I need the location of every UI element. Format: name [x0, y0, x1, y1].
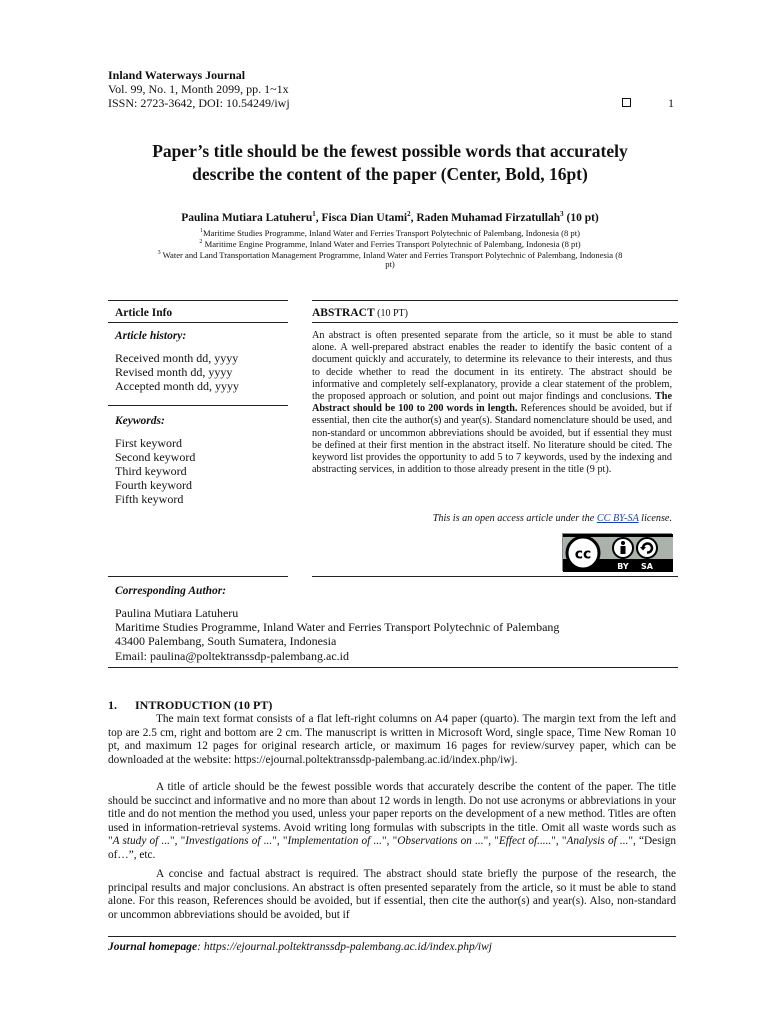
footer-label: Journal homepage: [108, 941, 198, 953]
corr-email[interactable]: Email: paulina@poltektranssdp-palembang.ac.id: [115, 649, 349, 663]
page-number: 1: [668, 96, 674, 110]
footer-url[interactable]: https://ejournal.poltektranssdp-palembang.ac.id/index.php/iwj: [203, 941, 492, 953]
badge-by-text: BY: [617, 562, 629, 571]
square-icon: [622, 98, 631, 107]
author-1: Paulina Mutiara Latuheru: [181, 211, 313, 224]
author-3: Raden Muhamad Firzatullah: [416, 211, 561, 224]
p2-italic-1: A study of ...: [112, 835, 170, 848]
corr-address: 43400 Palembang, South Sumatera, Indonesia: [115, 634, 337, 648]
corr-dept: Maritime Studies Programme, Inland Water and Ferries Transport Polytechnic of Palembang: [115, 620, 560, 634]
p2-italic-3: Implementation of ...: [287, 835, 382, 848]
p2-italic-4: Observations on ...: [397, 835, 484, 848]
article-info-heading: Article Info: [115, 307, 173, 319]
author-size-note: (10 pt): [563, 211, 599, 224]
p2-sep-4: ", ": [483, 835, 499, 848]
p2-sep-2: ", ": [272, 835, 288, 848]
abstract-text-1: An abstract is often presented separate from the article, so it must be able to stand alone. A well-prepared abstract enables the reader to identify the basic content of a document quickly and accurately, to determine its relevance to their interests, and thus to decide whether to read the document in its entirety. The abstract should be informative and completely self-explanatory, provide a clear statement of the problem, the proposed approach or solution, and point out major findings and conclusions.: [312, 330, 672, 403]
abstract-body: [312, 330, 672, 476]
aff-2-text: Maritime Engine Programme, Inland Water and Ferries Transport Polytechnic of Palembang, Indonesia (8 pt): [202, 238, 581, 249]
keyword-3: Third keyword: [115, 464, 187, 478]
intro-paragraph-2: [108, 781, 676, 863]
p2-sep-1: ", ": [169, 835, 186, 848]
svg-text:cc: cc: [574, 546, 592, 563]
abstract-bottom-rule: [312, 576, 678, 577]
journal-name: Inland Waterways Journal: [108, 68, 246, 82]
intro-paragraph-1: The main text format consists of a flat left-right columns on A4 paper (quarto). The margin text from the left and top are 2.5 cm, right and bottom are 2 cm. The manuscript is written in Microsoft Word, single space, Time New Roman 10 pt, and maximum 12 pages for original research article, or maximum 16 pages for review/survey paper, which can be downloaded at the website: https://ejournal.poltektranssdp-palembang.ac.id/index.php/iwj.: [108, 713, 676, 766]
paper-title: [100, 140, 680, 186]
article-history-heading: Article history:: [115, 330, 187, 342]
corr-name: Paulina Mutiara Latuheru: [115, 606, 239, 620]
license-suffix: license.: [638, 513, 672, 524]
abstract-head-rule: [312, 322, 678, 323]
abstract-heading-text: ABSTRACT: [312, 307, 375, 319]
abstract-heading: [312, 307, 408, 319]
info-head-rule: [108, 322, 288, 323]
cc-by-sa-link[interactable]: CC BY-SA: [596, 513, 639, 524]
aff-1-text: Maritime Studies Programme, Inland Water and Ferries Transport Polytechnic of Palembang, Indonesia (8 pt): [203, 227, 580, 238]
abstract-top-rule: [312, 300, 678, 301]
abstract-text-2: References should be avoided, but if essential, then cite the author(s) and year(s). Standard nomenclature should be used, and non-standard or uncommon abbreviations should be avoided, but if essential they must be defined at their first mention in the abstract itself. No literature should be cited. The keyword list provides the opportunity to add 5 to 7 keywords, used by the indexing and abstracting services, in addition to those already present in the title (9 pt).: [312, 403, 672, 476]
p2-text-end: ", “Design of…”, etc.: [108, 835, 677, 861]
received-date: Received month dd, yyyy: [115, 351, 239, 365]
license-prefix: This is an open access article under the: [432, 513, 597, 524]
aff-3-sup: 3: [157, 250, 161, 256]
volume-line: Vol. 99, No. 1, Month 2099, pp. 1~1x: [108, 82, 289, 96]
footer-sep: :: [197, 941, 204, 953]
journal-homepage-footer: [108, 941, 492, 953]
p2-text-a: A title of article should be the fewest possible words that accurately describe the content of the paper. The title should be succinct and informative and no more than about 12 words in length. Do not use acronyms or abbreviations in your title and do not mention the method you used, unless your paper reports on the development of a new method. Titles are often used in information-retrieval systems. Avoid writing long formulas with subscripts in the title. Omit all waste words such as ": [108, 781, 676, 848]
author-sep-1: ,: [315, 211, 322, 224]
author-1-sup: 1: [312, 210, 316, 218]
license-line: [312, 513, 672, 524]
p2-italic-6: Analysis of ...: [566, 835, 629, 848]
keyword-1: First keyword: [115, 436, 182, 450]
footer-rule: [108, 936, 676, 937]
corresponding-rule: [108, 667, 678, 668]
p2-sep-3: ", ": [381, 835, 398, 848]
keywords-heading: Keywords:: [115, 415, 165, 427]
author-sep-2: ,: [410, 211, 417, 224]
author-list: [100, 210, 680, 224]
keyword-2: Second keyword: [115, 450, 196, 464]
author-2: Fisca Dian Utami: [321, 211, 408, 224]
cc-by-sa-badge[interactable]: [562, 533, 672, 571]
cc-badge-icon: [563, 534, 673, 572]
author-3-sup: 3: [560, 210, 564, 218]
history-rule: [108, 405, 288, 406]
affiliation-3-cont: pt): [385, 259, 395, 269]
revised-date: Revised month dd, yyyy: [115, 365, 233, 379]
abstract-text-bold: The Abstract should be 100 to 200 words in length.: [312, 391, 672, 415]
info-top-rule: [108, 300, 288, 301]
accepted-date: Accepted month dd, yyyy: [115, 379, 239, 393]
keyword-4: Fourth keyword: [115, 478, 192, 492]
author-2-sup: 2: [407, 210, 411, 218]
corresponding-heading: Corresponding Author:: [115, 585, 227, 597]
keyword-5: Fifth keyword: [115, 492, 184, 506]
abstract-heading-size: (10 PT): [374, 308, 408, 319]
badge-sa-text: SA: [641, 562, 653, 571]
aff-2-sup: 2: [199, 239, 203, 245]
p2-italic-2: Investigations of ...: [185, 835, 273, 848]
p2-italic-5: Effect of.....: [498, 835, 552, 848]
issn-line: ISSN: 2723-3642, DOI: 10.54249/iwj: [108, 96, 290, 110]
aff-1-sup: 1: [200, 228, 204, 234]
p2-sep-5: ", ": [551, 835, 567, 848]
info-bottom-rule: [108, 576, 288, 577]
title-line-2: describe the content of the paper (Center, Bold, 16pt): [192, 164, 588, 184]
title-line-1: Paper’s title should be the fewest possible words that accurately: [152, 141, 628, 161]
introduction-heading: 1. INTRODUCTION (10 PT): [108, 698, 273, 712]
intro-paragraph-3: A concise and factual abstract is required. The abstract should state briefly the purpose of the research, the principal results and major conclusions. An abstract is often presented separately from the article, so it must be able to stand alone. For this reason, References should be avoided, but if essential, then cite the author(s) and year(s). Also, non-standard or uncommon abbreviations should be avoided, but if: [108, 868, 676, 921]
aff-3-text: Water and Land Transportation Management Programme, Inland Water and Ferries Transport Polytechnic of Palembang, Indonesia (8: [160, 249, 623, 260]
